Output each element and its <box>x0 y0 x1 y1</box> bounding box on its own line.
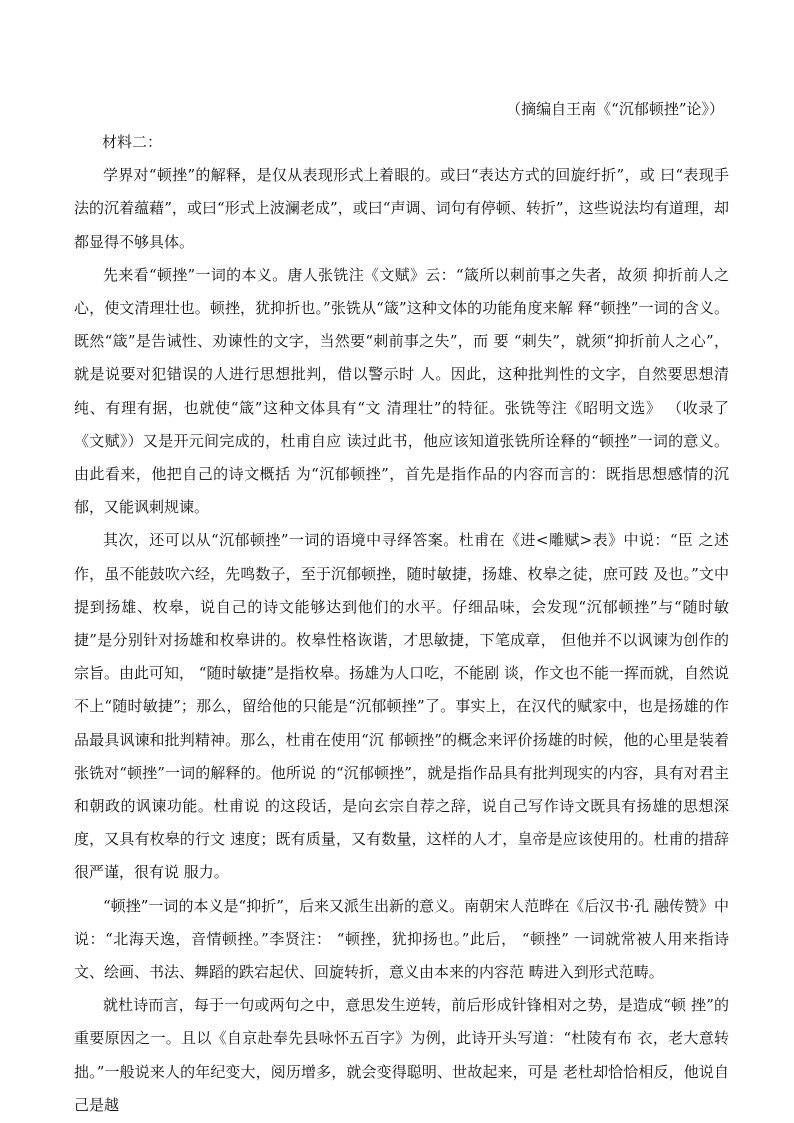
paragraph-5: 就杜诗而言，每于一句或两句之中，意思发生逆转，前后形成针锋相对之势，是造成“顿 挫”的重要原因之一。且以《自京赴奉先县咏怀五百字》为例，此诗开头写道：“杜陵有布 衣，老大意转拙。”一般说来人的年纪变大，阅历增多，就会变得聪明、世故起来，可是 老杜却恰恰相反，他说自己是越 <box>74 996 729 1114</box>
source-citation: （摘编自王南《“沉郁顿挫”论》） <box>506 100 724 118</box>
paragraph-3: 其次，还可以从“沉郁顿挫”一词的语境中寻绎答案。杜甫在《进<雕赋>表》中说：“臣 之述作，虽不能鼓吹六经，先鸣数子，至于沉郁顿挫，随时敏捷，扬雄、枚皋之徒，庶可跂 及也。”文中提到扬雄、枚皋，说自己的诗文能够达到他们的水平。仔细品味，会发现“沉郁顿挫”与“随时敏捷”是分别针对扬雄和枚皋讲的。枚皋性格诙谐，才思敏捷，下笔成章， 但他并不以讽谏为创作的宗旨。由此可知， “随时敏捷”是指枚皋。扬雄为人口吃，不能剧 谈，作文也不能一挥而就，自然说不上“随时敏捷”；那么，留给他的只能是“沉郁顿挫”了。事实上，在汉代的赋家中，也是扬雄的作品最具讽谏和批判精神。那么，杜甫在使用“沉 郁顿挫”的概念来评价扬雄的时候，他的心里是装着张铣对“顿挫”一词的解释的。他所说 的“沉郁顿挫”，就是指作品具有批判现实的内容，具有对君主和朝政的讽谏功能。杜甫说 的这段话，是向玄宗自荐之辞，说自己写作诗文既具有扬雄的思想深度，又具有枚皋的行文 速度；既有质量，又有数量，这样的人才，皇帝是应该使用的。杜甫的措辞很严谨，很有说 服力。 <box>74 531 729 882</box>
document-body <box>74 126 729 1122</box>
paragraph-4: “顿挫”一词的本义是“抑折”，后来又派生出新的意义。南朝宋人范晔在《后汉书·孔 融传赞》中说：“北海天逸，音情顿挫。”李贤注： “顿挫，犹抑扬也。”此后， “顿挫” 一词就常被人用来指诗文、绘画、书法、舞蹈的跌宕起伏、回旋转折，意义由本来的内容范 畴进入到形式范畴。 <box>74 896 729 982</box>
paragraph-2: 先来看“顿挫”一词的本义。唐人张铣注《文赋》云：“箴所以刺前事之失者，故须 抑折前人之心，使文清理壮也。顿挫，犹抑折也。”张铣从“箴”这种文体的功能角度来解 释“顿挫”一词的含义。既然“箴”是告诫性、劝谏性的文字，当然要“刺前事之失”，而 要 “刺失”，就须“抑折前人之心”，就是说要对犯错误的人进行思想批判，借以警示时 人。因此，这种批判性的文字，自然要思想清纯、有理有据，也就使“箴”这种文体具有“文 清理壮”的特征。张铣等注《昭明文选》 （收录了《文赋》）又是开元间完成的，杜甫自应 读过此书，他应该知道张铣所诠释的“顿挫”一词的意义。由此看来，他把自己的诗文概括 为“沉郁顿挫”，首先是指作品的内容而言的：既指思想感情的沉郁，又能讽刺规谏。 <box>74 265 729 517</box>
paragraph-1: 学界对“顿挫”的解释，是仅从表现形式上着眼的。或曰“表达方式的回旋纡折”，或 曰“表现手法的沉着蕴藉”，或曰“形式上波澜老成”，或曰“声调、词句有停顿、转折”，这些说法均有道理，却都显得不够具体。 <box>74 166 729 251</box>
section-heading: 材料二： <box>102 133 163 151</box>
